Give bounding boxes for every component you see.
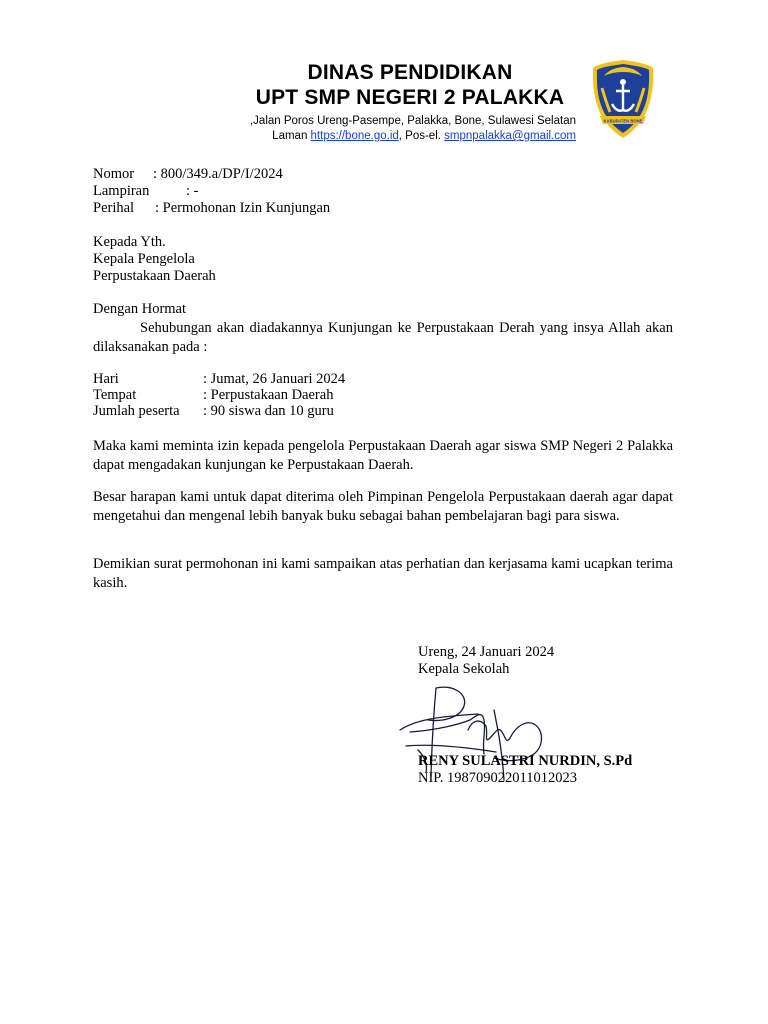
recipient-line-2: Kepala Pengelola xyxy=(93,251,195,267)
body-paragraph-3: Demikian surat permohonan ini kami sampaikan atas perhatian dan kerjasama kami ucapkan terima kasih. xyxy=(93,556,673,591)
agency-name: DINAS PENDIDIKAN xyxy=(307,61,513,84)
detail-label: Tempat xyxy=(93,387,137,403)
field-lampiran xyxy=(93,183,198,200)
contact-line xyxy=(230,129,576,144)
website-link[interactable]: https://bone.go.id xyxy=(310,130,399,142)
letterhead-contact xyxy=(230,114,576,144)
detail-jumlah-peserta xyxy=(93,403,334,420)
kabupaten-bone-logo-icon xyxy=(590,58,656,140)
detail-value: : 90 siswa dan 10 guru xyxy=(203,403,334,419)
intro-paragraph: Sehubungan akan diadakannya Kunjungan ke Perpustakaan Derah yang insya Allah akan dilaksanakan pada : xyxy=(93,320,673,355)
email-prefix: , Pos-el. xyxy=(398,130,445,142)
field-value: : - xyxy=(186,183,199,199)
recipient-line-1: Kepada Yth. xyxy=(93,234,166,250)
field-nomor xyxy=(93,166,283,183)
detail-value: : Perpustakaan Daerah xyxy=(203,387,334,403)
detail-label: Jumlah peserta xyxy=(93,403,180,419)
body-paragraph-2: Besar harapan kami untuk dapat diterima oleh Pimpinan Pengelola Perpustakaan daerah agar dapat mengetahui dan mengenal lebih banyak buku sebagai bahan pembelajaran bagi para siswa. xyxy=(93,489,673,524)
body-paragraph-1: Maka kami meminta izin kepada pengelola Perpustakaan Daerah agar siswa SMP Negeri 2 Palakka dapat mengadakan kunjungan ke Perpustakaan Daerah. xyxy=(93,438,673,473)
signer-position: Kepala Sekolah xyxy=(418,661,510,677)
recipient-line-3: Perpustakaan Daerah xyxy=(93,268,216,284)
field-value: : 800/349.a/DP/I/2024 xyxy=(153,166,283,182)
signer-nip: NIP. 198709022011012023 xyxy=(418,770,577,786)
logo-text: KABUPATEN BONE xyxy=(603,118,643,124)
field-value: : Permohonan Izin Kunjungan xyxy=(155,200,331,216)
school-name: UPT SMP NEGERI 2 PALAKKA xyxy=(255,86,565,109)
field-perihal xyxy=(93,200,330,217)
salutation: Dengan Hormat xyxy=(93,301,187,317)
school-address: ,Jalan Poros Ureng-Pasempe, Palakka, Bone, Sulawesi Selatan xyxy=(249,115,576,127)
detail-label: Hari xyxy=(93,371,119,387)
field-label: Perihal xyxy=(93,200,135,216)
email-link[interactable]: smpnpalakka@gmail.com xyxy=(444,130,576,142)
letterhead xyxy=(230,60,590,110)
field-label: Lampiran xyxy=(93,183,150,199)
web-prefix: Laman xyxy=(272,130,311,142)
signer-name: RENY SULASTRI NURDIN, S.Pd xyxy=(418,753,633,769)
place-date: Ureng, 24 Januari 2024 xyxy=(418,644,555,660)
field-label: Nomor xyxy=(93,166,135,182)
detail-value: : Jumat, 26 Januari 2024 xyxy=(203,371,346,387)
detail-hari xyxy=(93,371,345,388)
detail-tempat xyxy=(93,387,333,404)
